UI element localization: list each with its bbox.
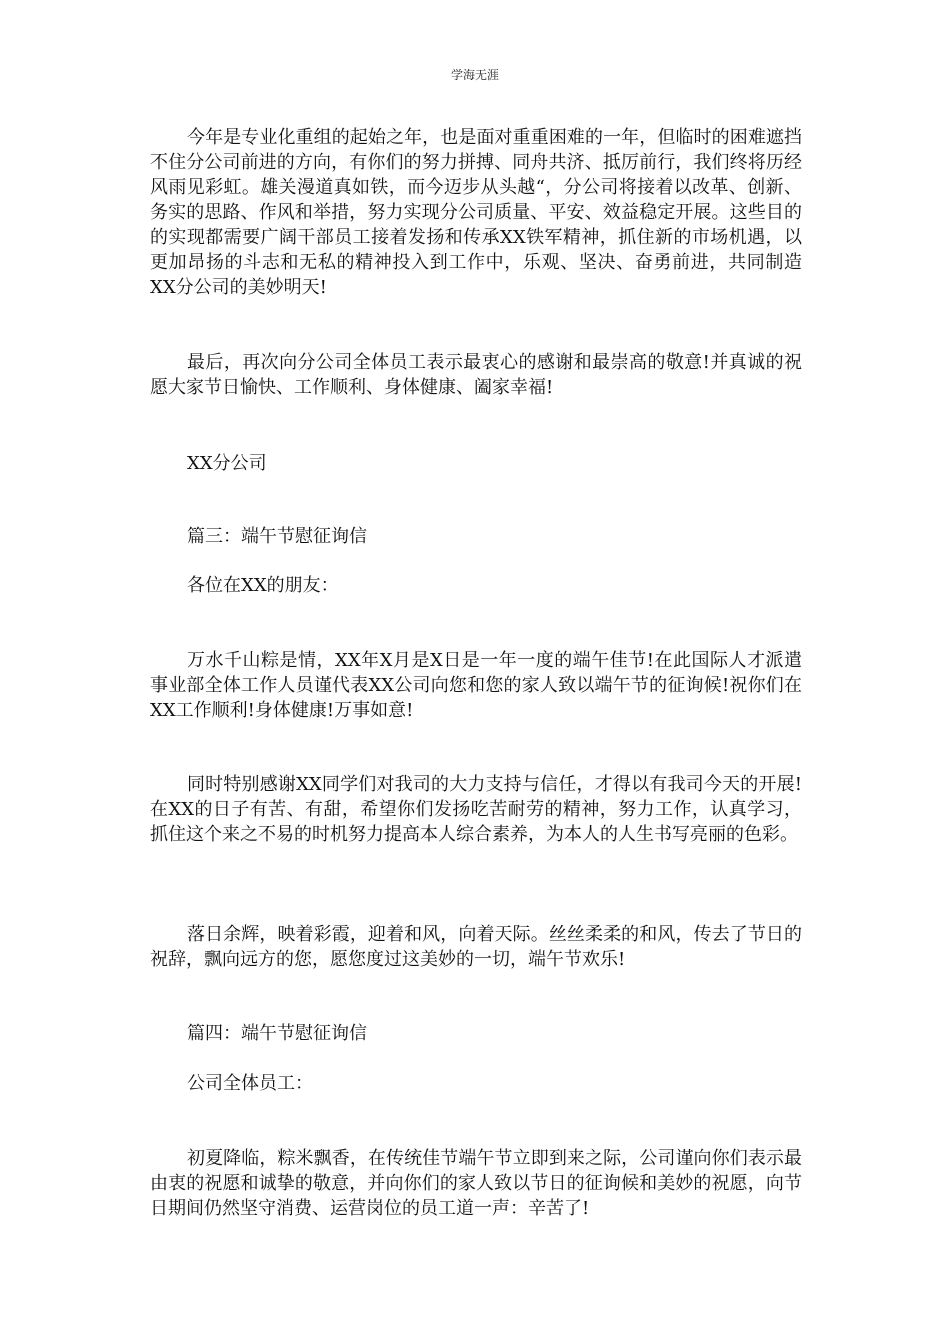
paragraph-text: 篇三：端午节慰征询信 xyxy=(187,526,367,547)
page-header: 学海无涯 xyxy=(450,68,499,82)
paragraph-text: XX分公司 xyxy=(187,453,267,474)
greeting-staff xyxy=(150,1071,802,1096)
paragraph-reform-outlook xyxy=(150,125,802,300)
paragraph-sunset-wishes xyxy=(150,922,802,972)
paragraph-text: 篇四：端午节慰征询信 xyxy=(187,1023,367,1044)
paragraph-text: 同时特别感谢XX同学们对我司的大力支持与信任，才得以有我司今天的开展!在XX的日子有苦、有甜，希望你们发扬吃苦耐劳的精神，努力工作，认真学习，抓住这个来之不易的时机努力提高本人综合素养，为本人的人生书写亮丽的色彩。 xyxy=(150,774,802,845)
section-title-3 xyxy=(150,524,802,549)
paragraph-thanks xyxy=(150,350,802,400)
paragraph-text: 万水千山粽是情，XX年X月是X日是一年一度的端午佳节!在此国际人才派遣事业部全体工作人员谨代表XX公司向您和您的家人致以端午节的征询候!祝你们在XX工作顺利!身体健康!万事如意! xyxy=(150,650,802,721)
paragraph-text: 落日余辉，映着彩霞，迎着和风，向着天际。丝丝柔柔的和风，传去了节日的祝辞，飘向远方的您，愿您度过这美妙的一切，端午节欢乐! xyxy=(150,924,802,970)
paragraph-text: 最后，再次向分公司全体员工表示最衷心的感谢和最崇高的敬意!并真诚的祝愿大家节日愉快、工作顺利、身体健康、阖家幸福! xyxy=(150,352,802,398)
paragraph-text: 今年是专业化重组的起始之年，也是面对重重困难的一年，但临时的困难遮挡不住分公司前进的方向，有你们的努力拼搏、同舟共济、抵厉前行，我们终将历经风雨见彩虹。雄关漫道真如铁，而今迈步从头越“，分公司将接着以改革、创新、务实的思路、作风和举措，努力实现分公司质量、平安、效益稳定开展。这些目的的实现都需要广阔干部员工接着发扬和传承XX铁军精神，抓住新的市场机遇，以更加昂扬的斗志和无私的精神投入到工作中，乐观、坚决、奋勇前进，共同制造XX分公司的美妙明天! xyxy=(150,127,802,298)
paragraph-text: 初夏降临，粽米飘香，在传统佳节端午节立即到来之际，公司谨向你们表示最由衷的祝愿和诚挚的敬意，并向你们的家人致以节日的征询候和美妙的祝愿，向节日期间仍然坚守消费、运营岗位的员工道一声：辛苦了! xyxy=(150,1148,802,1219)
paragraph-special-thanks xyxy=(150,772,802,847)
paragraph-festival-greeting xyxy=(150,648,802,723)
paragraph-text: 公司全体员工： xyxy=(187,1073,313,1094)
signature-company xyxy=(150,451,802,476)
section-title-4 xyxy=(150,1021,802,1046)
greeting-friends xyxy=(150,573,802,598)
paragraph-text: 各位在XX的朋友： xyxy=(187,575,339,596)
paragraph-early-summer xyxy=(150,1146,802,1221)
